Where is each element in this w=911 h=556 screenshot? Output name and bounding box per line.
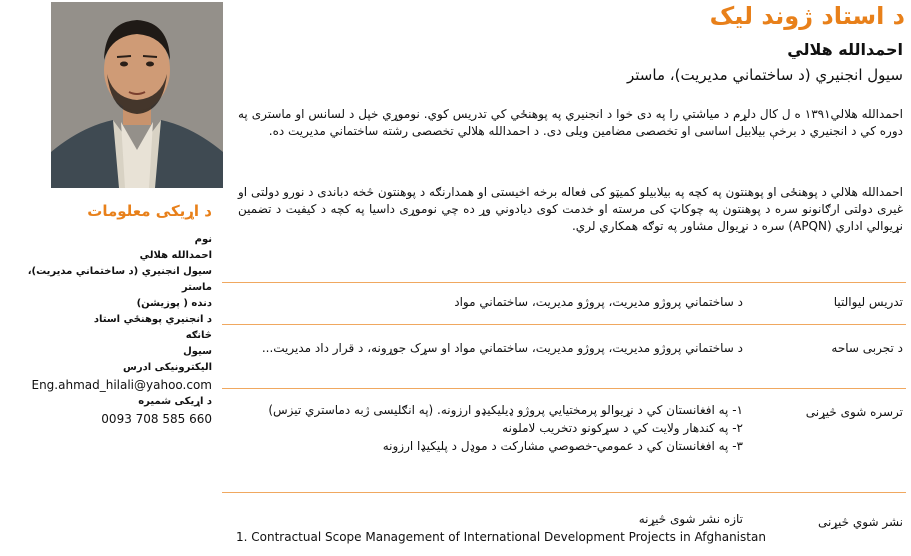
teaching-interests-value: د ساختماني پروژو مديريت، پروژو مديريت، ساختماني مواد: [454, 295, 743, 309]
teacher-name: احمدالله هلالي: [787, 40, 903, 59]
research-item: ۳- په افغانستان کي د عمومي-خصوصي مشارکت د موډل د پليکيډا ارزونه: [382, 439, 743, 453]
divider: [222, 324, 906, 325]
research-item: ۱- په افغانستان کي د نړيوالو پرمختيايي پروژو ډيليکيډو ارزونه. (په انګليسی ژبه دماستري تيزس): [268, 403, 743, 417]
contact-degree-value: سيول انجنيري (د ساختماني مديريت)، ماستر: [27, 266, 212, 293]
contact-email-value[interactable]: Eng.ahmad_hilali@yahoo.com: [31, 378, 212, 392]
page-title: د استاد ژوند ليک: [709, 2, 905, 30]
experience-value: د ساختماني پروژو مديريت، پروژو مديريت، ساختماني مواد او سړک جوړونه، د قرار داد مديريت...: [261, 341, 743, 355]
contact-phone-label: د اړيکی شميره: [138, 396, 212, 407]
contact-name-label: نوم: [194, 234, 212, 245]
publications-label: نشر شوي څيړنی: [818, 515, 903, 529]
contact-name-value: احمدالله هلالي: [139, 250, 212, 261]
portrait-image: [51, 2, 223, 188]
publications-subtitle: تازه نشر شوی څيړنه: [638, 512, 743, 526]
contact-dept-value: سيول: [183, 346, 212, 357]
profile-photo: [51, 2, 223, 188]
contact-dept-label: څانګه: [185, 330, 212, 341]
divider: [222, 388, 906, 389]
teacher-degree: سيول انجنيري (د ساختماني مديريت)، ماستر: [627, 66, 903, 84]
research-list: [218, 401, 743, 455]
experience-label: د تجربی ساحه: [831, 341, 903, 355]
divider: [222, 492, 906, 493]
publication-item[interactable]: 1. Contractual Scope Management of International Development Projects in Afghanistan: [236, 530, 766, 544]
contact-email-label: اليکترونيکی ادرس: [123, 362, 212, 373]
bio-paragraph-2: احمدالله هلالي د پوهنځی او پوهنتون په کچه په بيلابيلو کميټو کی فعاله برخه اخيستی او همدارنګه د پوهنتون څخه دباندی د نورو دولتی او غيری دولتی ارګانونو سره د پوهنتون په چوکاټ کی مرسته او خدمت کوی ديادوني وړ ده چي نوموړی داسيا په کچه د کيفيت د تضمين نړيوالي اداري (APQN) سره د نړيوال مشاور په توګه همکاري لري.: [238, 185, 903, 233]
contact-info-title: د اړيکی معلومات: [87, 202, 212, 220]
contact-position-value: د انجنيري پوهنځي استاد: [93, 314, 212, 325]
teaching-interests-label: تدريس ليوالتيا: [833, 295, 903, 309]
bio-paragraph-1: احمدالله هلالي۱۳۹۱ ه ل کال دلړم د مياشتي را په دی خوا د انجنيري په پوهنځي کي تدريس کوي. نوموړي خپل د لسانس او ماستری په دوره کي د انجنيري د برخې بيلابيل اساسی او تخصصی مضامين ويلی دی. د احمدالله هلالي تخصصی رشته ساختماني مديريت ده.: [238, 107, 903, 138]
contact-phone-value: 0093 708 585 660: [101, 412, 212, 426]
divider: [222, 282, 906, 283]
research-item: ۲- په کندهار ولايت کي د سړکونو دتخريب لاملونه: [502, 421, 743, 435]
contact-position-label: دنده ( پوزيشن): [136, 298, 212, 309]
contact-info: [6, 232, 212, 428]
research-label: ترسره شوی څيړنی: [805, 405, 903, 419]
